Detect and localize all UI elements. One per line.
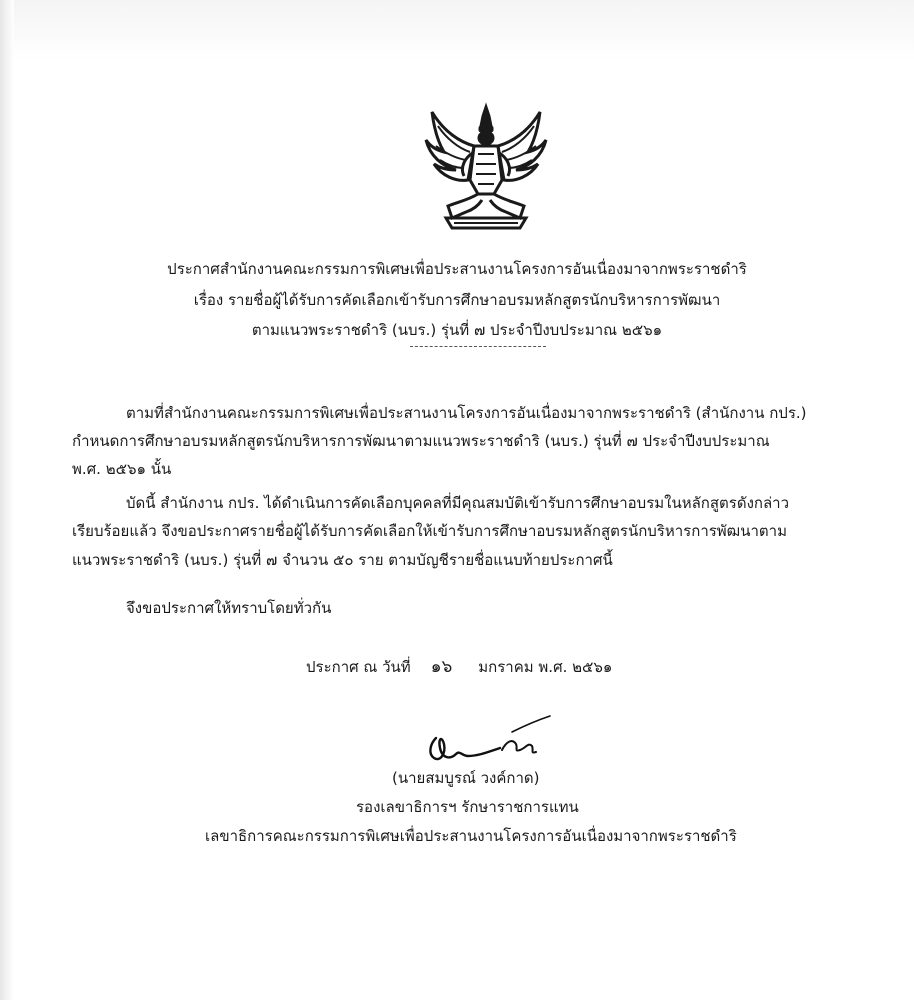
- title-divider: [410, 346, 546, 347]
- paragraph-2-line-3: แนวพระราชดำริ (นบร.) รุ่นที่ ๗ จำนวน ๕๐ ราย ตามบัญชีรายชื่อแนบท้ายประกาศนี้: [72, 551, 613, 569]
- date-prefix: ประกาศ ณ วันที่: [306, 658, 411, 676]
- signatory-title: เลขาธิการคณะกรรมการพิเศษเพื่อประสานงานโครงการอันเนื่องมาจากพระราชดำริ: [205, 827, 737, 845]
- date-day: ๑๖: [430, 657, 453, 677]
- page-shadow-top: [0, 0, 914, 60]
- announcement-date: [306, 656, 612, 678]
- garuda-emblem-icon: [424, 102, 548, 230]
- announcement-subject: เรื่อง รายชื่อผู้ได้รับการคัดเลือกเข้ารับการศึกษาอบรมหลักสูตรนักบริหารการพัฒนา: [193, 291, 721, 309]
- paragraph-1-line-2: กำหนดการศึกษาอบรมหลักสูตรนักบริหารการพัฒนาตามแนวพระราชดำริ (นบร.) รุ่นที่ ๗ ประจำปีงบประมาณ: [72, 432, 770, 450]
- date-month-year: มกราคม พ.ศ. ๒๕๖๑: [478, 658, 613, 676]
- paragraph-2-line-1: บัดนี้ สำนักงาน กปร. ได้ดำเนินการคัดเลือกบุคคลที่มีคุณสมบัติเข้ารับการศึกษาอบรมในหลักสูตรดังกล่าว: [126, 494, 790, 512]
- announcement-title: ประกาศสำนักงานคณะกรรมการพิเศษเพื่อประสานงานโครงการอันเนื่องมาจากพระราชดำริ: [167, 260, 747, 278]
- closing-paragraph: จึงขอประกาศให้ทราบโดยทั่วกัน: [126, 599, 332, 617]
- paragraph-2-line-2: เรียบร้อยแล้ว จึงขอประกาศรายชื่อผู้ได้รับการคัดเลือกให้เข้ารับการศึกษาอบรมหลักสูตรนักบริหารการพัฒนาตาม: [72, 522, 787, 540]
- handwritten-signature: [416, 708, 556, 768]
- paragraph-1-line-1: ตามที่สำนักงานคณะกรรมการพิเศษเพื่อประสานงานโครงการอันเนื่องมาจากพระราชดำริ (สำนักงาน กปร.): [126, 404, 807, 422]
- signatory-name: (นายสมบูรณ์ วงค์กาด): [392, 769, 540, 787]
- signatory-position: รองเลขาธิการฯ รักษาราชการแทน: [356, 798, 579, 816]
- announcement-subject-continued: ตามแนวพระราชดำริ (นบร.) รุ่นที่ ๗ ประจำปีงบประมาณ ๒๕๖๑: [251, 321, 663, 339]
- paragraph-1-line-3: พ.ศ. ๒๕๖๑ นั้น: [72, 460, 172, 478]
- page-shadow-left: [0, 0, 14, 1000]
